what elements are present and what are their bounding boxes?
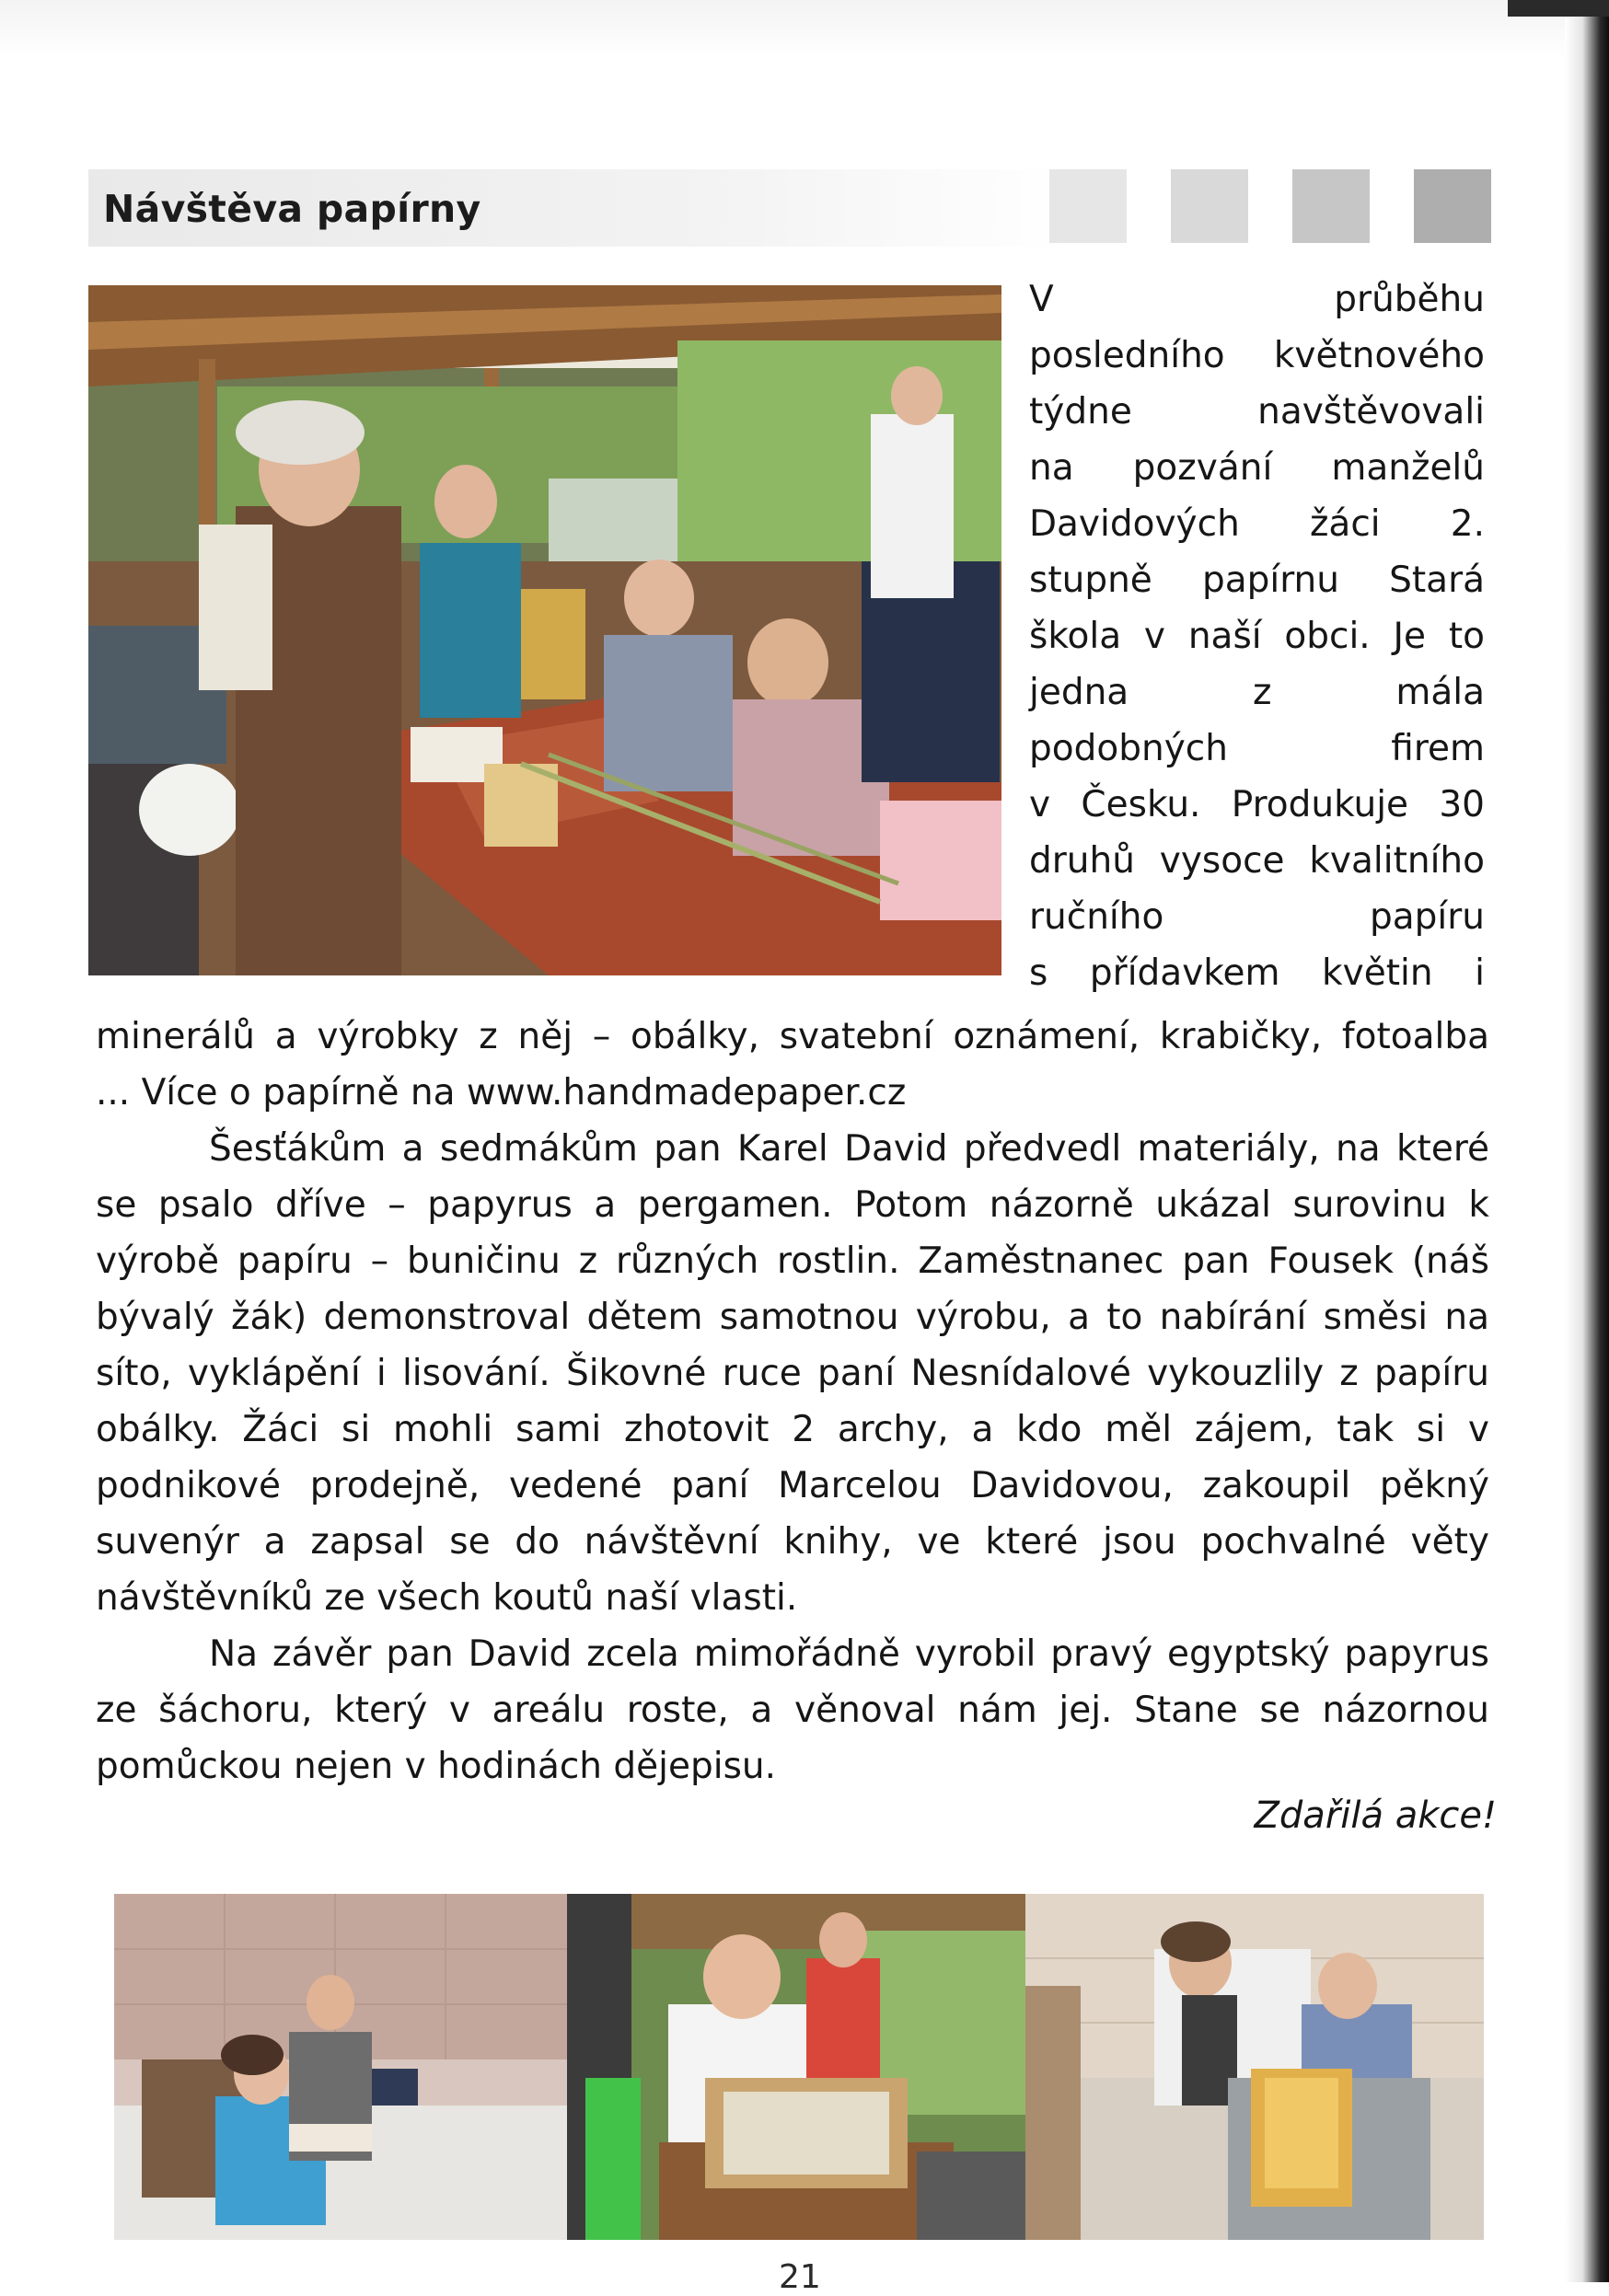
photo-boy-mould xyxy=(567,1894,1025,2240)
decor-square xyxy=(1049,169,1127,243)
scan-edge-top xyxy=(0,0,1609,57)
paragraph-3: Na závěr pan David zcela mimořádně vyrobil pravý egyptský papyrus ze šáchoru, který v areálu roste, a věnoval nám jej. Stane se názornou pomůckou nejen v hodinách dějepisu. xyxy=(96,1633,1489,1787)
intro-continuation-line: minerálů a výrobky z něj – obálky, svatební oznámení, krabičky, fotoalba xyxy=(96,1016,1489,1057)
article-body xyxy=(96,1009,1489,1794)
decor-square xyxy=(1292,169,1370,243)
paragraph-2: Šesťákům a sedmákům pan Karel David předvedl materiály, na které se psalo dříve – papyrus a pergamen. Potom názorně ukázal surovinu k výrobě papíru – buničinu z různých rostlin. Zaměstnanec pan Fousek (náš bývalý žák) demonstroval dětem samotnou výrobu, a to nabírání směsi na síto, vyklápění i lisování. Šikovné ruce paní Nesnídalové vykouzlily z papíru obálky. Žáci si mohli sami zhotovit 2 archy, a kdo měl zájem, tak si v podnikové prodejně, vedené paní Marcelou Davidovou, zakoupil pěkný suvenýr a zapsal se do návštěvní knihy, ve které jsou pochvalné věty návštěvníků ze všech koutů naší vlasti. xyxy=(96,1128,1489,1619)
decor-square xyxy=(1414,169,1491,243)
intro-line: Davidových žáci 2. xyxy=(1029,503,1485,545)
signoff: Zdařilá akce! xyxy=(1254,1794,1497,1837)
scan-edge-corner xyxy=(1508,0,1609,17)
intro-line: škola v naší obci. Je to xyxy=(1029,616,1485,657)
photo-boys-press xyxy=(1025,1894,1484,2240)
intro-line: na pozvání manželů xyxy=(1029,447,1485,489)
intro-line: druhů vysoce kvalitního xyxy=(1029,840,1485,882)
photo-students-vat xyxy=(114,1894,567,2240)
intro-line: V průběhu xyxy=(1029,279,1485,320)
intro-column xyxy=(1029,271,1485,1001)
intro-line: posledního květnového xyxy=(1029,335,1485,376)
intro-line: týdne navštěvovali xyxy=(1029,391,1485,433)
intro-line: ručního papíru xyxy=(1029,896,1485,938)
main-photo xyxy=(88,285,1001,975)
intro-continuation xyxy=(96,1009,1489,1121)
intro-line: v Česku. Produkuje 30 xyxy=(1029,784,1485,825)
intro-line: podobných firem xyxy=(1029,728,1485,769)
page-title: Návštěva papírny xyxy=(103,187,481,231)
intro-continuation-line: ... Více o papírně na www.handmadepaper.cz xyxy=(96,1072,907,1113)
scan-edge-right xyxy=(1565,0,1609,2282)
decor-square xyxy=(1171,169,1248,243)
page-number: 21 xyxy=(779,2258,821,2296)
intro-line: stupně papírnu Stará xyxy=(1029,560,1485,601)
intro-line: jedna z mála xyxy=(1029,672,1485,713)
intro-line: s přídavkem květin i xyxy=(1029,952,1485,994)
